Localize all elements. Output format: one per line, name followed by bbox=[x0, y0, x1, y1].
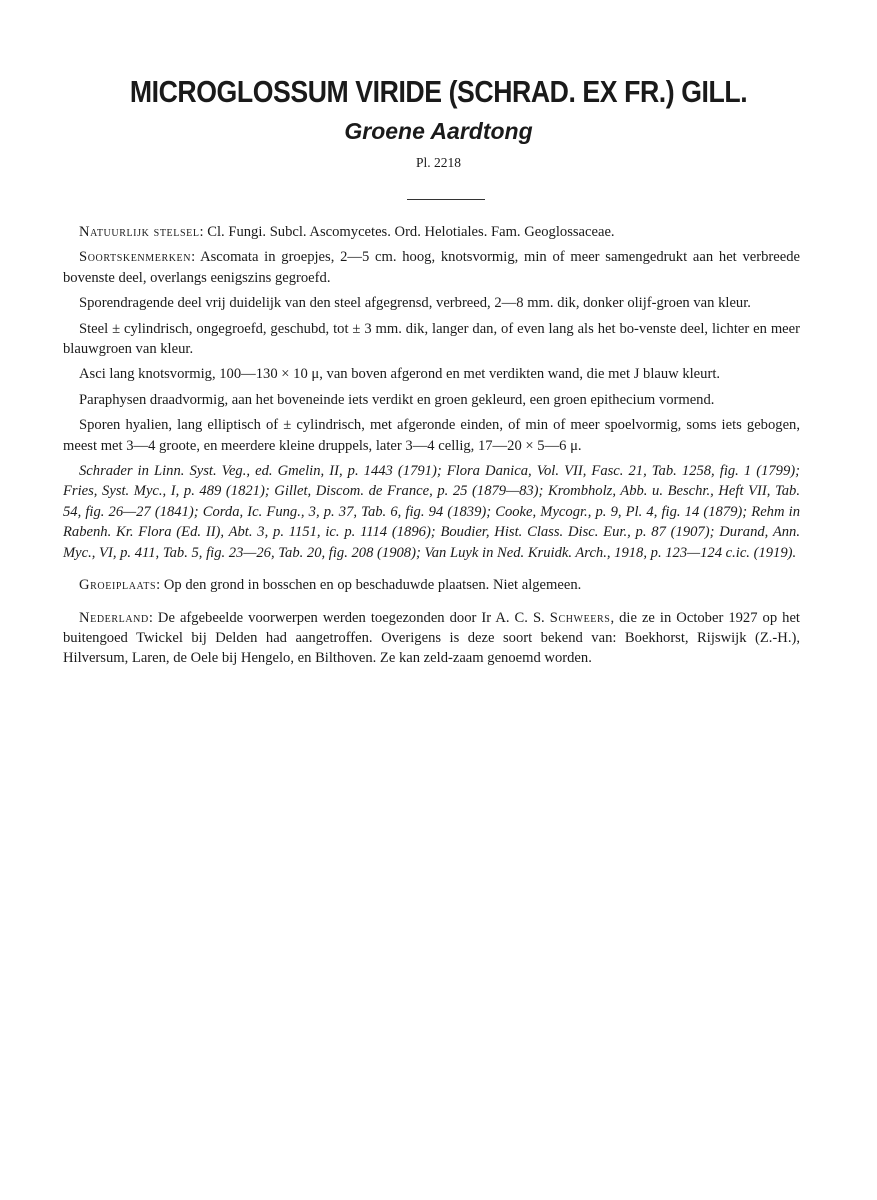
characteristics-label: Soortskenmerken bbox=[79, 249, 192, 266]
characteristics-text: : Ascomata in groepjes, 2—5 cm. hoog, knotsvormig, min of meer samengedrukt aan het verbreede bovenste deel, overlangs eenigszins gegroefd. bbox=[63, 249, 800, 286]
systematics-label: Natuurlijk stelsel bbox=[79, 224, 200, 240]
netherlands-paragraph bbox=[63, 608, 800, 669]
netherlands-text-before: : De afgebeelde voorwerpen werden toegezonden door Ir A. C. S. bbox=[148, 609, 550, 626]
literature-paragraph: Schrader in Linn. Syst. Veg., ed. Gmelin, II, p. 1443 (1791); Flora Danica, Vol. VII, Fasc. 21, Tab. 1258, fig. 1 (1799); Fries, Syst. Myc., I, p. 489 (1821); Gillet, Discom. de France, p. 25 (1879—83); Krombholz, Abb. u. Beschr., Heft VII, Tab. 54, fig. 26—27 (1841); Corda, Ic. Fung., 3, p. 37, Tab. 6, fig. 94 (1839); Cooke, Mycogr., p. 9, Pl. 4, fig. 14 (1879); Rehm in Rabenh. Kr. Flora (Ed. II), Abt. 3, p. 1151, ic. p. 1114 (1896); Boudier, Hist. Class. Disc. Eur., p. 87 (1907); Durand, Ann. Myc., VI, p. 411, Tab. 5, fig. 23—26, Tab. 20, fig. 208 (1908); Van Luyk in Ned. Kruidk. Arch., 1918, p. 123—124 c.ic. (1919). bbox=[63, 463, 800, 561]
fertile-part-paragraph: Sporendragende deel vrij duidelijk van den steel afgegrensd, verbreed, 2—8 mm. dik, donker olijf-groen van kleur. bbox=[79, 295, 751, 312]
description-body bbox=[63, 222, 800, 674]
habitat-text: : Op den grond in bosschen en op beschaduwde plaatsen. Niet algemeen. bbox=[156, 577, 582, 594]
spores-paragraph: Sporen hyalien, lang elliptisch of ± cylindrisch, met afgeronde einden, of min of meer spoelvormig, soms iets gebogen, meest met 3—4 groote, en meerdere kleine druppels, later 3—4 cellig, 17—20 × 5—6 μ. bbox=[63, 417, 800, 454]
habitat-paragraph bbox=[63, 575, 800, 595]
systematics-paragraph bbox=[63, 222, 800, 242]
plate-number: Pl. 2218 bbox=[415, 155, 461, 170]
stem-paragraph: Steel ± cylindrisch, ongegroefd, geschubd, tot ± 3 mm. dik, langer dan, of even lang als het bo-venste deel, lichter en meer blauwgroen van kleur. bbox=[63, 320, 800, 358]
common-name: Groene Aardtong bbox=[344, 118, 533, 144]
species-title: MICROGLOSSUM VIRIDE (SCHRAD. EX FR.) GILL. bbox=[129, 74, 748, 109]
collector-name: Schweers bbox=[549, 609, 611, 626]
paraphyses-paragraph: Paraphysen draadvormig, aan het boveneinde iets verdikt en groen gekleurd, een groen epithecium vormend. bbox=[79, 391, 715, 408]
netherlands-label: Nederland bbox=[79, 609, 149, 626]
systematics-text: : Cl. Fungi. Subcl. Ascomycetes. Ord. Helotiales. Fam. Geoglossaceae. bbox=[199, 224, 615, 240]
divider-rule bbox=[407, 199, 485, 200]
characteristics-paragraph bbox=[63, 247, 800, 288]
habitat-label: Groeiplaats bbox=[79, 577, 157, 594]
asci-paragraph: Asci lang knotsvormig, 100—130 × 10 μ, van boven afgerond en met verdikten wand, die met J blauw kleurt. bbox=[79, 366, 721, 383]
netherlands-text-after: , die ze in October 1927 op het buitengoed Twickel bij Delden had aangetroffen. Overigens is deze soort bekend van: Boekhorst, Rijswijk (Z.-H.), Hilversum, Laren, de Oele bij Hengelo, en Bilthoven. Ze kan zeld-zaam genoemd worden. bbox=[63, 609, 800, 667]
